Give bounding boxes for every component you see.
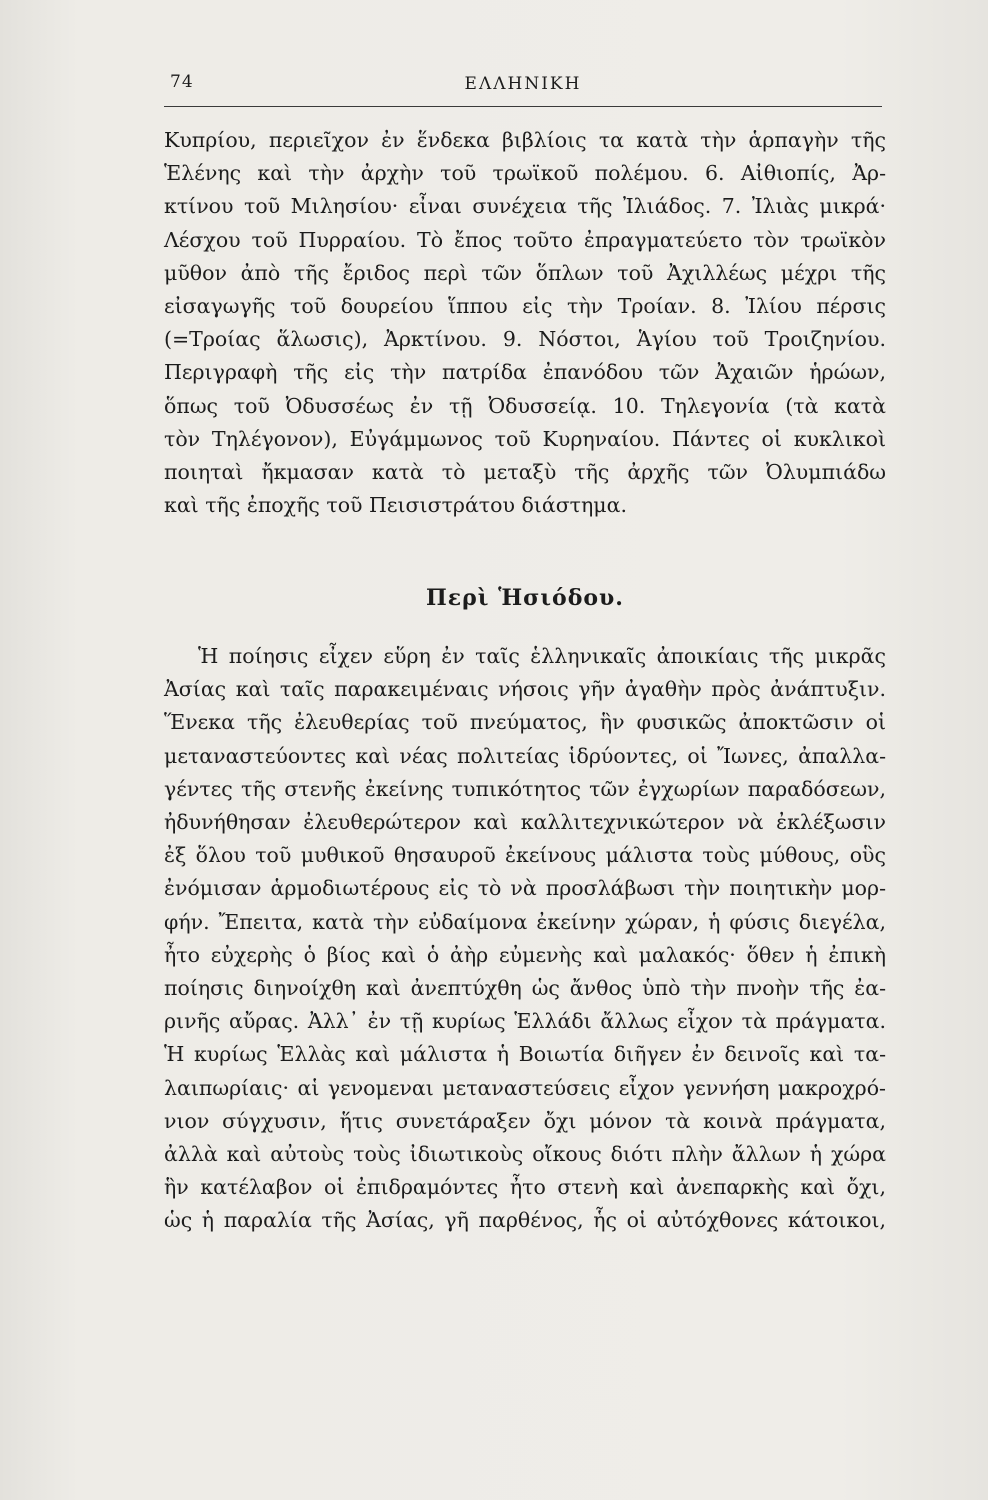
text-line: ἐξ ὅλου τοῦ μυθικοῦ θησαυροῦ ἐκείνους μάλιστα τοὺς μύθους, οὓς <box>164 843 886 868</box>
text-line: Ἑλένης καὶ τὴν ἀρχὴν τοῦ τρωϊκοῦ πολέμου. 6. Αἰθιοπίς, Ἀρ- <box>164 161 886 186</box>
text-line: γέντες τῆς στενῆς ἐκείνης τυπικότητος τῶν ἐγχωρίων παραδόσεων, <box>164 776 886 801</box>
text-line: Περιγραφὴ τῆς εἰς τὴν πατρίδα ἐπανόδου τῶν Ἀχαιῶν ἡρώων, <box>164 360 886 385</box>
text-line: ποιηταὶ ἤκμασαν κατὰ τὸ μεταξὺ τῆς ἀρχῆς τῶν Ὀλυμπιάδω <box>164 460 886 485</box>
text-line: ὅπως τοῦ Ὀδυσσέως ἐν τῇ Ὀδυσσείᾳ. 10. Τηλεγονία (τὰ κατὰ <box>164 393 886 418</box>
text-line: ὡς ἡ παραλία τῆς Ἀσίας, γῆ παρθένος, ἧς οἱ αὐτόχθονες κάτοικοι, <box>164 1208 886 1233</box>
page-number: 74 <box>170 72 194 92</box>
text-line: τὸν Τηλέγονον), Εὐγάμμωνος τοῦ Κυρηναίου. Πάντες οἱ κυκλικοὶ <box>164 426 886 451</box>
text-line: νιον σύγχυσιν, ἥτις συνετάραξεν ὄχι μόνον τὰ κοινὰ πράγματα, <box>164 1108 886 1133</box>
text-line: ἦτο εὐχερὴς ὁ βίος καὶ ὁ ἀὴρ εὐμενὴς καὶ μαλακός· ὅθεν ἡ ἐπικὴ <box>164 942 886 967</box>
running-head: ΕΛΛΗΝΙΚΗ <box>464 74 582 94</box>
text-line: ρινῆς αὔρας. Ἀλλ᾽ ἐν τῇ κυρίως Ἑλλάδι ἄλλως εἶχον τὰ πράγματα. <box>164 1009 886 1034</box>
text-line: κτίνου τοῦ Μιλησίου· εἶναι συνέχεια τῆς Ἰλιάδος. 7. Ἰλιὰς μικρά· <box>164 194 886 219</box>
text-line: ἠδυνήθησαν ἐλευθερώτερον καὶ καλλιτεχνικώτερον νὰ ἐκλέξωσιν <box>164 810 886 835</box>
section-heading: Περὶ Ἡσιόδου. <box>426 585 624 611</box>
page-header <box>164 66 882 107</box>
text-line: Ἡ κυρίως Ἑλλὰς καὶ μάλιστα ἡ Βοιωτία διῆγεν ἐν δεινοῖς καὶ τα- <box>164 1042 886 1067</box>
text-line: λαιπωρίαις· αἱ γενομεναι μεταναστεύσεις εἶχον γεννήση μακροχρό- <box>164 1075 886 1100</box>
text-line: Ἕνεκα τῆς ἐλευθερίας τοῦ πνεύματος, ἣν φυσικῶς ἀποκτῶσιν οἱ <box>164 710 886 735</box>
text-line: φήν. Ἔπειτα, κατὰ τὴν εὐδαίμονα ἐκείνην χώραν, ἡ φύσις διεγέλα, <box>164 909 886 934</box>
text-line: Ἡ ποίησις εἶχεν εὕρη ἐν ταῖς ἑλληνικαῖς ἀποικίαις τῆς μικρᾶς <box>198 644 886 668</box>
text-line: καὶ τῆς ἐποχῆς τοῦ Πεισιστράτου διάστημα. <box>164 493 627 518</box>
paragraph-1 <box>164 124 886 522</box>
text-line: ἀλλὰ καὶ αὐτοὺς τοὺς ἰδιωτικοὺς οἴκους διότι πλὴν ἄλλων ἡ χώρα <box>164 1142 886 1167</box>
paragraph-2 <box>164 640 886 1238</box>
text-line: Λέσχου τοῦ Πυρραίου. Τὸ ἔπος τοῦτο ἐπραγματεύετο τὸν τρωϊκὸν <box>164 227 886 252</box>
text-line: εἰσαγωγῆς τοῦ δουρείου ἵππου εἰς τὴν Τροίαν. 8. Ἰλίου πέρσις <box>164 294 886 319</box>
text-line: ἣν κατέλαβον οἱ ἐπιδραμόντες ἦτο στενὴ καὶ ἀνεπαρκὴς καὶ ὄχι, <box>164 1175 886 1200</box>
text-line: μεταναστεύοντες καὶ νέας πολιτείας ἱδρύοντες, οἱ Ἴωνες, ἀπαλλα- <box>164 743 886 768</box>
text-line: Ἀσίας καὶ ταῖς παρακειμέναις νήσοις γῆν ἀγαθὴν πρὸς ἀνάπτυξιν. <box>164 677 886 702</box>
text-line: ποίησις διηνοίχθη καὶ ἀνεπτύχθη ὡς ἄνθος ὑπὸ τὴν πνοὴν τῆς ἐα- <box>164 976 886 1001</box>
text-line: (=Τροίας ἅλωσις), Ἀρκτίνου. 9. Νόστοι, Ἁγίου τοῦ Τροιζηνίου. <box>164 327 886 352</box>
text-line: μῦθον ἀπὸ τῆς ἔριδος περὶ τῶν ὅπλων τοῦ Ἀχιλλέως μέχρι τῆς <box>164 260 886 285</box>
text-line: Κυπρίου, περιεῖχον ἐν ἕνδεκα βιβλίοις τα κατὰ τὴν ἁρπαγὴν τῆς <box>164 128 886 152</box>
text-line: ἐνόμισαν ἁρμοδιωτέρους εἰς τὸ νὰ προσλάβωσι τὴν ποιητικὴν μορ- <box>164 876 886 901</box>
